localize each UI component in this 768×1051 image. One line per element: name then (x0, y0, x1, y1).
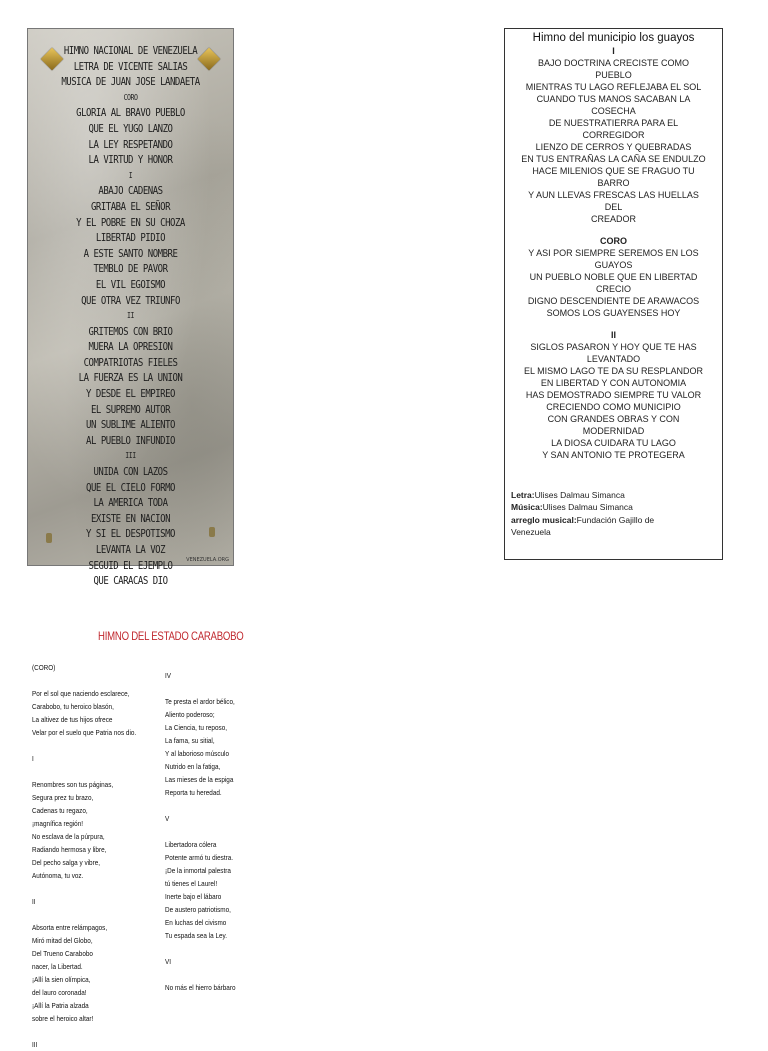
verse-line: Cadenas tu regazo, (32, 806, 88, 815)
plaque-line: QUE EL CIELO FORMO (86, 480, 175, 494)
verse-line: Potente armó tu diestra. (165, 853, 234, 862)
plaque-line: GRITEMOS CON BRIO (88, 324, 173, 338)
carabobo-right-column (165, 669, 248, 994)
plaque-line: LEVANTA LA VOZ (95, 543, 166, 556)
coro-heading: CORO (600, 236, 627, 246)
verse-line (32, 882, 155, 895)
verse-line: LEVANTADO (586, 354, 641, 364)
verse-line: DIGNO DESCENDIENTE DE ARAWACOS (527, 296, 700, 306)
plaque-line: Y SI EL DESPOTISMO (86, 527, 175, 541)
plaque-text (28, 43, 233, 589)
guayos-stanza-2 (505, 329, 722, 461)
verse-line: Y SAN ANTONIO TE PROTEGERA (542, 450, 685, 460)
verse-line (32, 739, 155, 752)
verse-line: Del pecho salga y vibre, (32, 858, 101, 867)
verse-line: Las mieses de la espiga (165, 775, 234, 784)
verse-line: De austero patriotismo, (165, 905, 231, 914)
verse-line: tú tienes el Laurel! (165, 879, 218, 888)
plaque-line: GLORIA AL BRAVO PUEBLO (76, 106, 185, 120)
plaque-line: CORO (123, 92, 138, 102)
plaque-line: AL PUEBLO INFUNDIO (86, 433, 175, 447)
verse-line: CORREGIDOR (582, 130, 645, 140)
verse-line: Velar por el suelo que Patria nos dio. (32, 728, 137, 737)
verse-line: Y ASI POR SIEMPRE SEREMOS EN LOS (528, 248, 699, 258)
verse-line: ¡Allí la sien olímpica, (32, 975, 91, 984)
plaque-line: II (127, 311, 134, 321)
arreglo-label: arreglo musical: (511, 514, 577, 525)
plaque-line: EL SUPREMO AUTOR (90, 402, 171, 416)
verse-line: Autónoma, tu voz. (32, 871, 84, 880)
verse-line: del lauro coronada! (32, 988, 87, 997)
guayos-title: Himno del municipio los guayos (532, 32, 695, 44)
plaque-watermark: VENEZUELA.ORG (186, 557, 229, 563)
verse-line: VI (165, 957, 172, 966)
verse-line: ¡Allí la Patria alzada (32, 1001, 89, 1010)
guayos-coro (505, 235, 722, 319)
verse-line: Absorta entre relámpagos, (32, 923, 108, 932)
plaque-line: Y EL POBRE EN SU CHOZA (76, 215, 185, 229)
verse-line: COSECHA (591, 106, 636, 116)
plaque-line: MUSICA DE JUAN JOSE LANDAETA (61, 75, 200, 89)
verse-line: GUAYOS (594, 260, 633, 270)
verse-line: BARRO (597, 178, 630, 188)
verse-line: PUEBLO (595, 70, 632, 80)
verse-line (32, 1025, 155, 1038)
arreglo-value: Fundación Gajillo de (576, 514, 655, 525)
plaque-line: A ESTE SANTO NOMBRE (83, 246, 178, 260)
verse-line: HAS DEMOSTRADO SIEMPRE TU VALOR (525, 390, 702, 400)
verse-line: Y al laborioso músculo (165, 749, 230, 758)
plaque-line: ABAJO CADENAS (98, 184, 163, 198)
verse-line: Y AUN LLEVAS FRESCAS LAS HUELLAS (528, 190, 699, 200)
verse-line (32, 765, 155, 778)
verse-line: HACE MILENIOS QUE SE FRAGUO TU (532, 166, 695, 176)
verse-line: LA DIOSA CUIDARA TU LAGO (551, 438, 676, 448)
plaque-line: UNIDA CON LAZOS (93, 465, 168, 479)
verse-line: DEL (604, 202, 623, 212)
verse-line: No más el hierro bárbaro (165, 983, 236, 992)
verse-line: EN TUS ENTRAÑAS LA CAÑA SE ENDULZO (521, 154, 706, 164)
verse-line: EL MISMO LAGO TE DA SU RESPLANDOR (523, 366, 704, 376)
verse-line: CREADOR (590, 214, 636, 224)
verse-line (32, 908, 155, 921)
stanza-heading: II (610, 330, 616, 340)
verse-line: Carabobo, tu heroico blasón, (32, 702, 114, 711)
plaque-line: LA LEY RESPETANDO (88, 137, 173, 151)
guayos-credits (511, 489, 654, 538)
plaque-line: EXISTE EN NACION (90, 511, 171, 525)
plaque-line: Y DESDE EL EMPIREO (86, 387, 175, 401)
musica-label: Música: (511, 502, 543, 513)
verse-line: CUANDO TUS MANOS SACABAN LA (536, 94, 691, 104)
guayos-anthem-box (504, 28, 723, 560)
verse-line: CRECIO (595, 284, 631, 294)
plaque-line: QUE OTRA VEZ TRIUNFO (81, 293, 180, 307)
verse-line (165, 682, 248, 695)
plaque-line: I (128, 170, 133, 180)
plaque-line: MUERA LA OPRESION (88, 340, 173, 354)
verse-line: Del Trueno Carabobo (32, 949, 93, 958)
verse-line: SOMOS LOS GUAYENSES HOY (546, 308, 681, 318)
arreglo-value-cont: Venezuela (511, 526, 551, 537)
plaque-line: TEMBLO DE PAVOR (93, 262, 168, 276)
verse-line: Renombres son tus páginas, (32, 780, 114, 789)
verse-line: sobre el heroico altar! (32, 1014, 94, 1023)
verse-line: nacer, la Libertad. (32, 962, 83, 971)
verse-line: En luchas del civismo (165, 918, 227, 927)
verse-line: II (32, 897, 36, 906)
plaque-line: COMPATRIOTAS FIELES (83, 355, 178, 369)
plaque-line: LETRA DE VICENTE SALIAS (73, 59, 188, 73)
plaque-line: QUE CARACAS DIO (93, 574, 168, 588)
verse-line: BAJO DOCTRINA CRECISTE COMO (537, 58, 689, 68)
plaque-line: GRITABA EL SEÑOR (90, 199, 171, 213)
verse-line: EN LIBERTAD Y CON AUTONOMIA (540, 378, 687, 388)
verse-line: MODERNIDAD (582, 426, 645, 436)
verse-line: CON GRANDES OBRAS Y CON (547, 414, 680, 424)
verse-line: Nutrido en la fatiga, (165, 762, 221, 771)
verse-line: Radiando hermosa y libre, (32, 845, 107, 854)
plaque-line: UN SUBLIME ALIENTO (86, 418, 175, 432)
verse-line: ¡magnífica región! (32, 819, 84, 828)
plaque-line: QUE EL YUGO LANZO (88, 121, 173, 135)
stanza-heading: I (612, 46, 615, 56)
verse-line: MIENTRAS TU LAGO REFLEJABA EL SOL (525, 82, 702, 92)
verse-line: IV (165, 671, 172, 680)
verse-line: Te presta el ardor bélico, (165, 697, 235, 706)
plaque-line: HIMNO NACIONAL DE VENEZUELA (63, 44, 198, 57)
plaque-line: LA FUERZA ES LA UNION (78, 371, 183, 385)
verse-line (32, 674, 155, 687)
verse-line: La fama, su sitial, (165, 736, 215, 745)
verse-line: Tu espada sea la Ley. (165, 931, 228, 940)
verse-line: ¡De la inmortal palestra (165, 866, 231, 875)
carabobo-title: HIMNO DEL ESTADO CARABOBO (98, 629, 244, 643)
plaque-line: EL VIL EGOISMO (95, 277, 166, 291)
verse-line: III (32, 1040, 38, 1049)
verse-line (165, 942, 248, 955)
verse-line: Inerte bajo el lábaro (165, 892, 222, 901)
verse-line: La Ciencia, tu reposo, (165, 723, 228, 732)
plaque-line: SEGUID EL EJEMPLO (88, 558, 173, 572)
plaque-line: LA AMERICA TODA (93, 496, 168, 510)
verse-line: No esclava de la púrpura, (32, 832, 105, 841)
verse-line: LIENZO DE CERROS Y QUEBRADAS (535, 142, 692, 152)
musica-value: Ulises Dalmau Simanca (542, 502, 633, 513)
plaque-line: III (125, 451, 136, 461)
verse-line (165, 799, 248, 812)
verse-line: CRECIENDO COMO MUNICIPIO (546, 402, 681, 412)
verse-line (165, 968, 248, 981)
carabobo-anthem (0, 615, 768, 1049)
plaque-line: LA VIRTUD Y HONOR (88, 153, 173, 167)
verse-line: Por el sol que naciendo esclarece, (32, 689, 130, 698)
guayos-stanza-1 (505, 45, 722, 225)
verse-line (165, 825, 248, 838)
letra-value: Ulises Dalmau Simanca (534, 490, 625, 500)
verse-line: Segura prez tu brazo, (32, 793, 94, 802)
verse-line: I (32, 754, 34, 763)
verse-line: V (165, 814, 170, 823)
verse-line: La altivez de tus hijos ofrece (32, 715, 113, 724)
plaque-line: LIBERTAD PIDIO (95, 231, 166, 245)
verse-line: Miró mitad del Globo, (32, 936, 93, 945)
national-anthem-plaque-image (27, 28, 234, 588)
verse-line: DE NUESTRATIERRA PARA EL (548, 118, 679, 128)
verse-line: (CORO) (32, 663, 56, 672)
letra-label: Letra: (511, 490, 535, 500)
verse-line: Aliento poderoso; (165, 710, 215, 719)
verse-line: UN PUEBLO NOBLE QUE EN LIBERTAD (529, 272, 698, 282)
verse-line: Reporta tu heredad. (165, 788, 222, 797)
verse-line: Libertadora cólera (165, 840, 217, 849)
carabobo-left-column (32, 661, 155, 1051)
verse-line: SIGLOS PASARON Y HOY QUE TE HAS (530, 342, 697, 352)
